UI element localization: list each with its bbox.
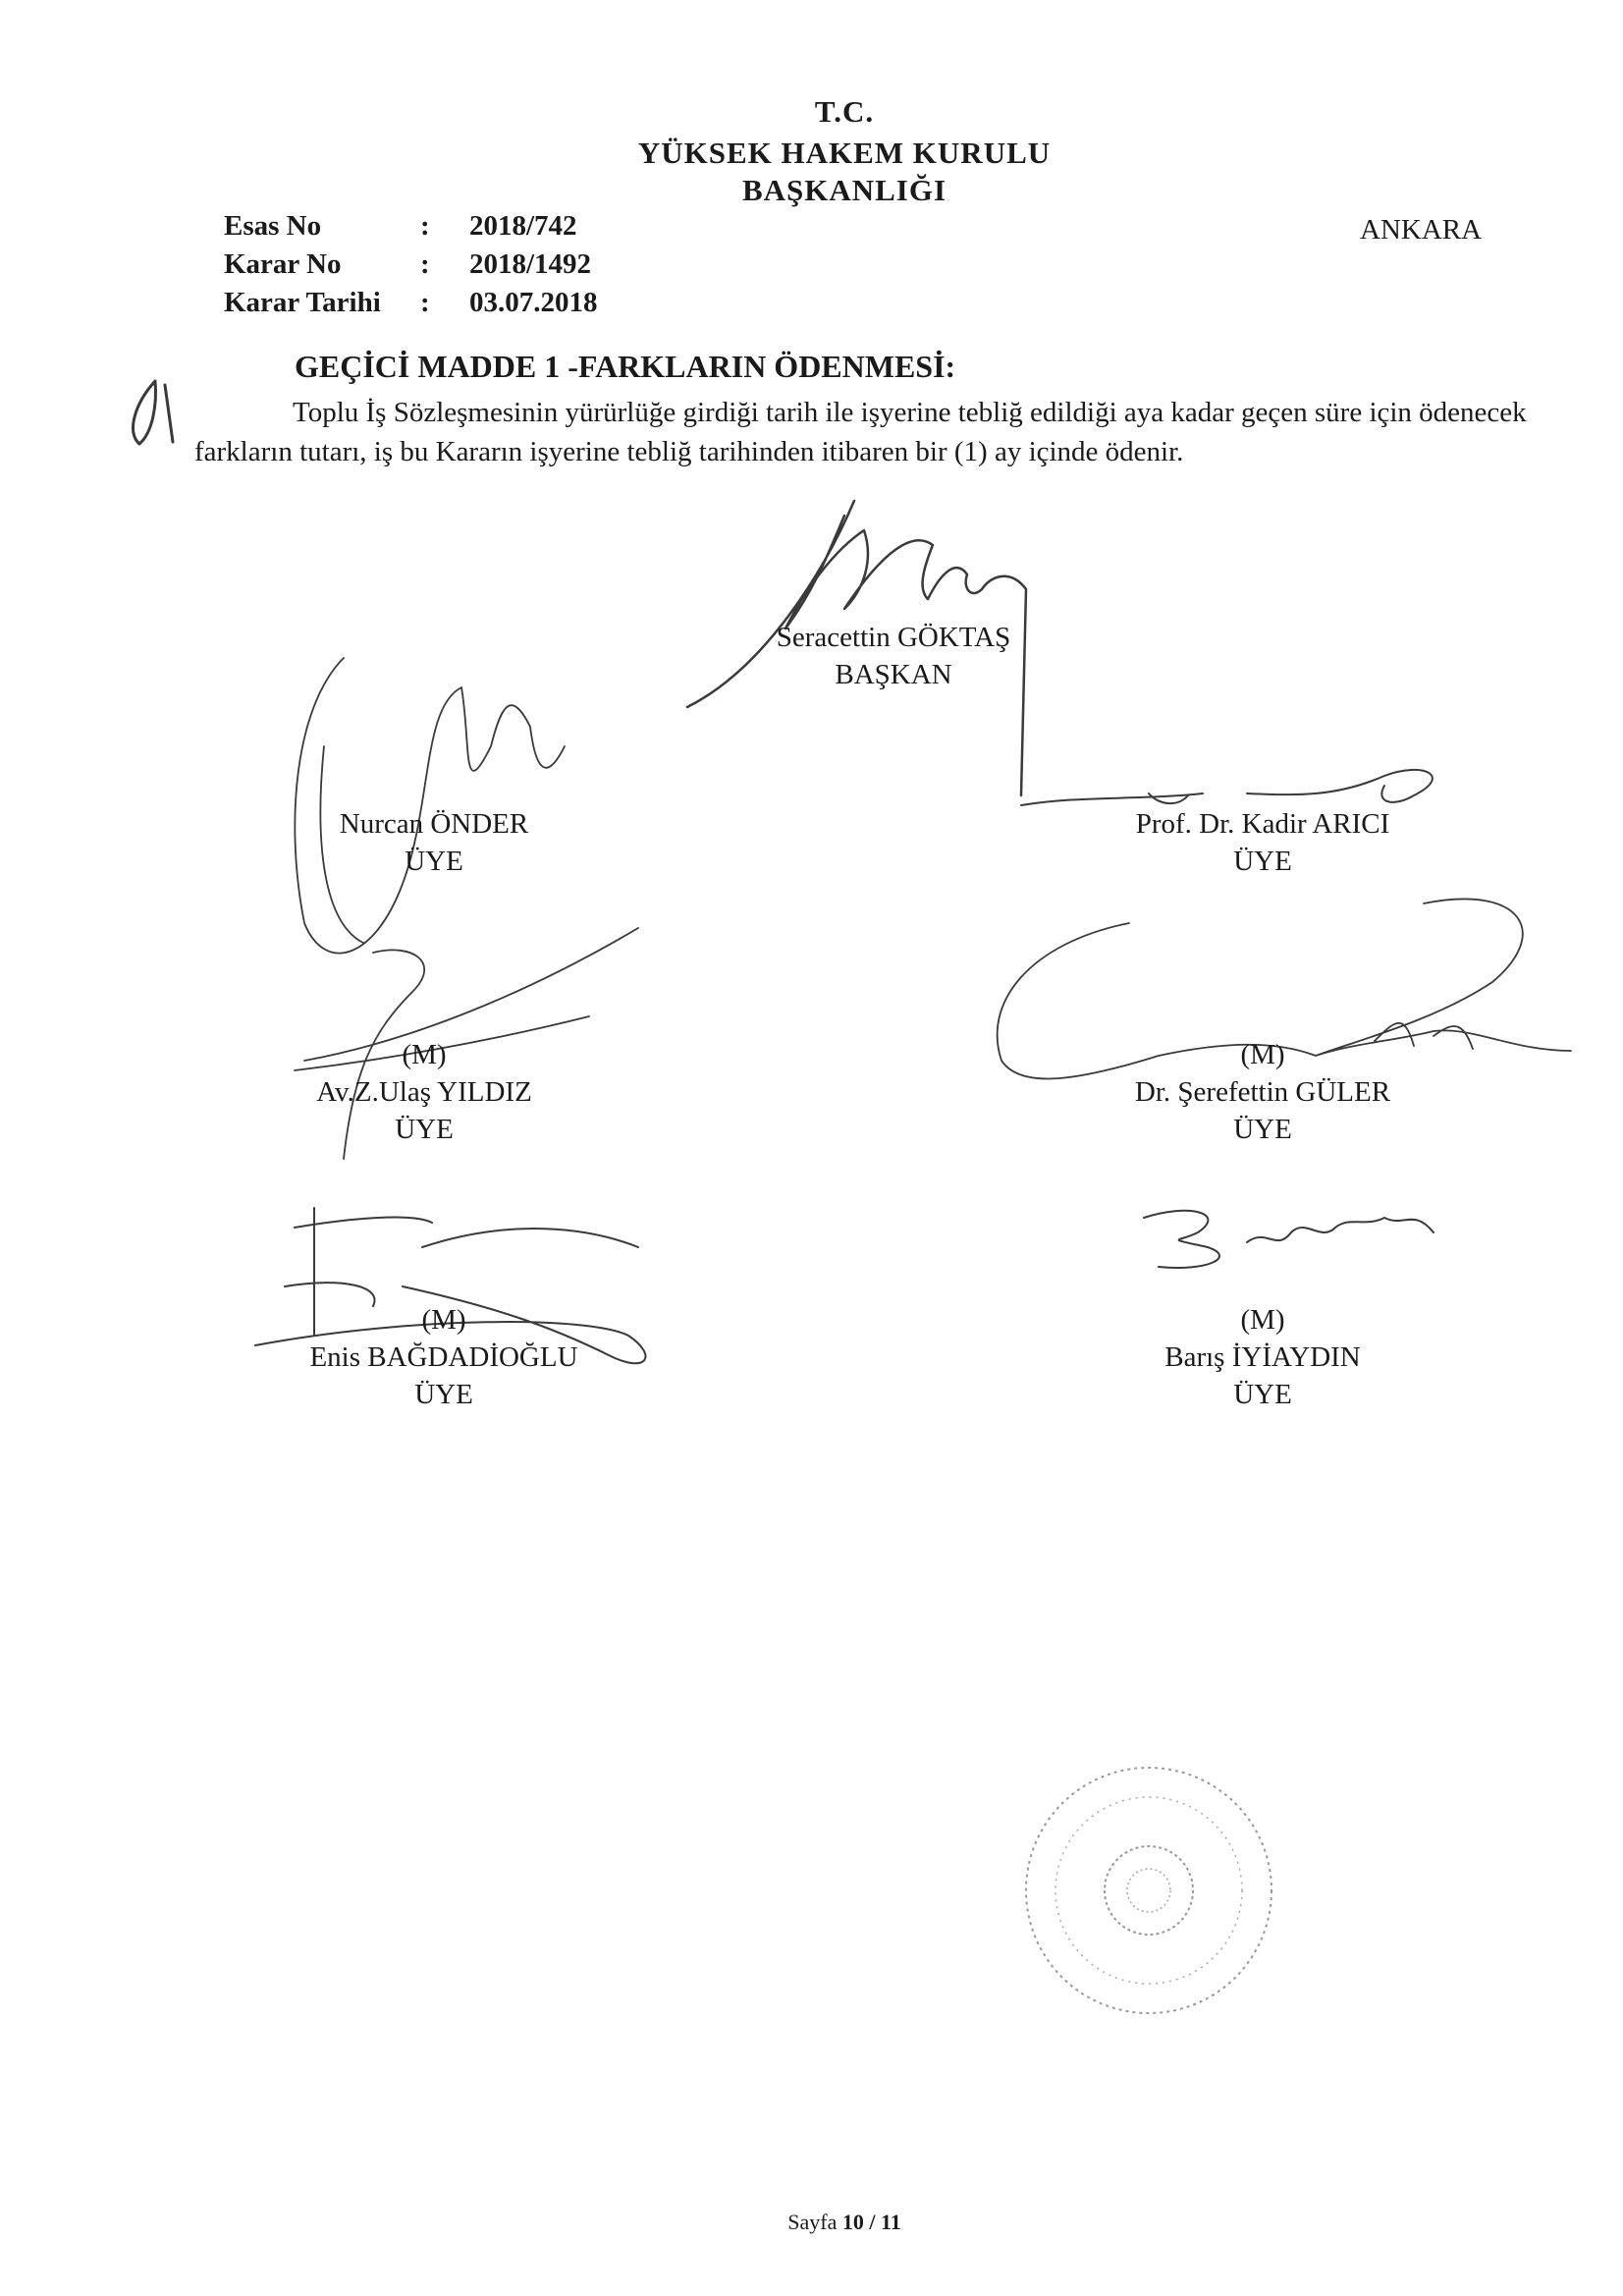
signatory-role: ÜYE <box>1233 846 1292 877</box>
meta-sep: : <box>420 287 430 318</box>
signature-member-2 <box>1056 805 1469 880</box>
signatory-name: Prof. Dr. Kadir ARICI <box>1135 808 1390 840</box>
article-body: Toplu İş Sözleşmesinin yürürlüğe girdiği tarih ile işyerine tebliğ edildiği aya kadar geçen süre için ödenecek farkların tutarı, iş bu Kararın işyerine tebliğ tarihinden itibaren bir (1) ay içinde ödenir. <box>194 397 1527 467</box>
signatory-role: ÜYE <box>405 846 463 877</box>
signature-member-1 <box>228 805 640 880</box>
signatory-mark: (M) <box>1240 1304 1285 1336</box>
signatory-name: Barış İYİAYDIN <box>1164 1341 1361 1373</box>
signatory-mark: (M) <box>1240 1039 1285 1070</box>
page-number <box>0 2210 1623 2235</box>
page-count: 10 / 11 <box>841 2210 901 2234</box>
signature-member-5 <box>238 1301 650 1413</box>
signatory-role: ÜYE <box>414 1379 473 1410</box>
article-title: GEÇİCİ MADDE 1 -FARKLARIN ÖDENMESİ: <box>295 349 956 384</box>
header-presidency: BAŞKANLIĞI <box>741 173 947 207</box>
signatory-role: ÜYE <box>1233 1379 1292 1410</box>
signatory-role: ÜYE <box>1233 1114 1292 1145</box>
header-institution: YÜKSEK HAKEM KURULU <box>637 136 1052 170</box>
signature-chair <box>687 619 1100 693</box>
meta-value: 2018/1492 <box>469 248 592 280</box>
signatory-name: Nurcan ÖNDER <box>339 808 529 840</box>
meta-value: 2018/742 <box>469 210 577 242</box>
official-seal-stamp <box>1011 1758 1286 2023</box>
signatory-role: BAŞKAN <box>835 659 952 690</box>
signature-member-3 <box>218 1036 630 1148</box>
meta-label: Karar Tarihi <box>224 287 381 318</box>
header-tc: T.C. <box>814 94 875 129</box>
signatory-mark: (M) <box>402 1039 447 1070</box>
page-prefix: Sayfa <box>787 2210 838 2234</box>
signatory-name: Dr. Şerefettin GÜLER <box>1134 1076 1391 1108</box>
signatory-name: Av.Z.Ulaş YILDIZ <box>316 1076 532 1108</box>
meta-sep: : <box>420 210 430 242</box>
meta-label: Karar No <box>224 248 342 280</box>
signatory-role: ÜYE <box>395 1114 454 1145</box>
city: ANKARA <box>1360 214 1483 246</box>
signatory-mark: (M) <box>421 1304 466 1336</box>
meta-label: Esas No <box>224 210 322 242</box>
meta-value: 03.07.2018 <box>469 287 598 318</box>
signatory-name: Seracettin GÖKTAŞ <box>776 622 1011 653</box>
signatory-name: Enis BAĞDADİOĞLU <box>309 1341 578 1373</box>
meta-sep: : <box>420 248 430 280</box>
signature-member-6 <box>1056 1301 1469 1413</box>
signature-member-4 <box>1056 1036 1469 1148</box>
